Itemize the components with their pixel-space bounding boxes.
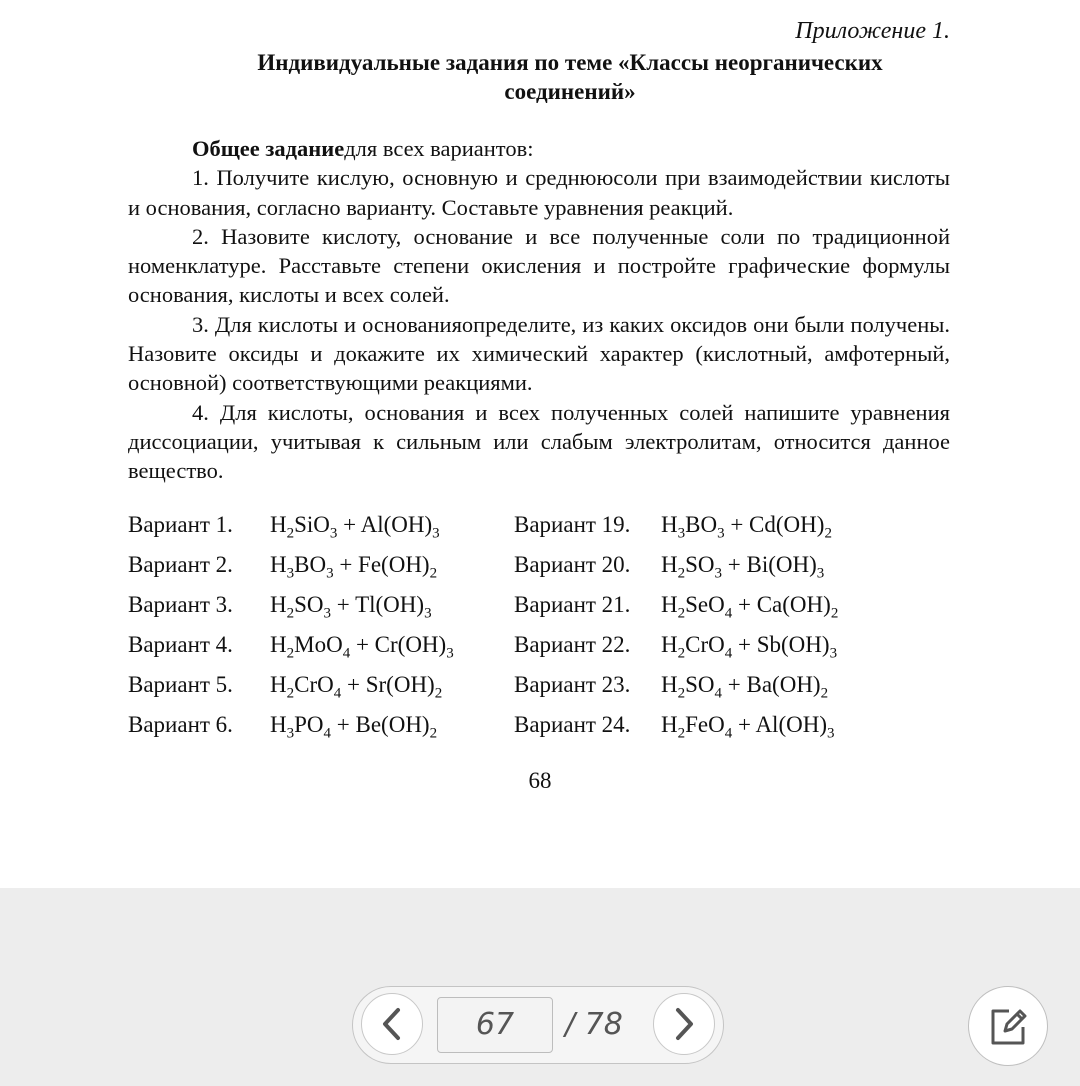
variant-label: Вариант 2.: [128, 552, 233, 577]
general-task-intro: [128, 134, 950, 163]
annotate-button[interactable]: [968, 986, 1048, 1066]
variant-formula: $H_2FeO_4 + Al(OH)_3$: [661, 712, 835, 742]
variant-formula: $H_3PO_4 + Be(OH)_2$: [270, 712, 438, 742]
variant-formula: $H_2SO_4 + Ba(OH)_2$: [661, 672, 829, 702]
general-task-text: [128, 134, 950, 486]
general-task-bold: Общее задание: [192, 136, 345, 161]
variant-label: Вариант 19.: [514, 512, 631, 537]
variant-formula: $H_2SiO_3 + Al(OH)_3$: [270, 512, 440, 542]
variant-row: [0, 632, 1080, 672]
task-paragraph-3: 3. Для кислоты и основанияопределите, из каких оксидов они были получены. Назовите оксиды и докажите их химический характер (кислотный, амфотерный, основной) соответствующими реакциями.: [128, 311, 950, 396]
variant-label: Вариант 24.: [514, 712, 631, 737]
variant-formula: $H_2SO_3 + Tl(OH)_3$: [270, 592, 432, 622]
variant-row: [0, 712, 1080, 752]
task-paragraph-4: 4. Для кислоты, основания и всех полученных солей напишите уравнения диссоциации, учитывая к сильным или слабым электролитам, относится данное вещество.: [128, 399, 950, 484]
page-title: Индивидуальные задания по теме «Классы неорганических соединений»: [257, 50, 883, 104]
page-navigator: [352, 986, 724, 1064]
variant-row: [0, 592, 1080, 632]
task-paragraph-2: 2. Назовите кислоту, основание и все полученные соли по традиционной номенклатуре. Расставьте степени окисления и постройте графические формулы основания, кислоты и всех солей.: [128, 223, 950, 308]
variant-label: Вариант 20.: [514, 552, 631, 577]
appendix-label: Приложение 1.: [795, 18, 950, 44]
chevron-right-icon: [669, 1006, 699, 1042]
variant-formula: $H_2CrO_4 + Sb(OH)_3$: [661, 632, 838, 662]
chevron-left-icon: [377, 1006, 407, 1042]
total-pages-label: / 78: [565, 1007, 623, 1042]
variant-formula: $H_2MoO_4 + Cr(OH)_3$: [270, 632, 454, 662]
variant-label: Вариант 22.: [514, 632, 631, 657]
task-paragraph-1: 1. Получите кислую, основную и среднююсоли при взаимодействии кислоты и основания, согласно варианту. Составьте уравнения реакций.: [128, 165, 950, 220]
variant-formula: $H_3BO_3 + Cd(OH)_2$: [661, 512, 832, 542]
variant-label: Вариант 23.: [514, 672, 631, 697]
variant-label: Вариант 1.: [128, 512, 233, 537]
variant-label: Вариант 4.: [128, 632, 233, 657]
variant-row: [0, 672, 1080, 712]
general-task-rest: для всех вариантов:: [344, 136, 534, 161]
variant-label: Вариант 5.: [128, 672, 233, 697]
next-page-button[interactable]: [653, 993, 715, 1055]
variant-formula: $H_3BO_3 + Fe(OH)_2$: [270, 552, 438, 582]
variant-row: [0, 552, 1080, 592]
variant-label: Вариант 21.: [514, 592, 631, 617]
variant-formula: $H_2CrO_4 + Sr(OH)_2$: [270, 672, 443, 702]
variant-formula: $H_2SeO_4 + Ca(OH)_2$: [661, 592, 839, 622]
variant-label: Вариант 3.: [128, 592, 233, 617]
variant-label: Вариант 6.: [128, 712, 233, 737]
page-number-input[interactable]: 67: [437, 997, 553, 1053]
edit-note-icon: [987, 1005, 1029, 1047]
previous-page-button[interactable]: [361, 993, 423, 1055]
variant-formula: $H_2SO_3 + Bi(OH)_3$: [661, 552, 825, 582]
page-number: 68: [528, 768, 552, 793]
variant-row: [0, 512, 1080, 552]
